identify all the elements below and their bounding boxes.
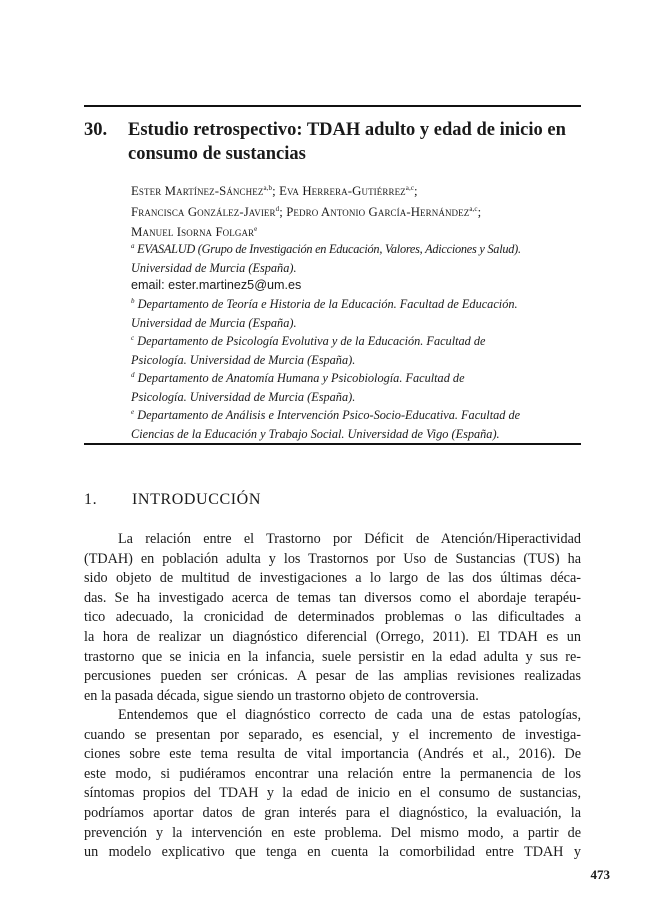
- chapter-number: 30.: [84, 120, 108, 140]
- text-line: este modo, si pudiéramos encontrar una relación entre la permanencia de los: [84, 765, 581, 782]
- section-number: 1.: [84, 491, 98, 508]
- text-line: síntomas propios del TDAH y la edad de inicio en el consumo de sustancias,: [84, 785, 581, 802]
- author-affiliation-mark: a,c: [405, 184, 415, 192]
- header-bottom-rule: [84, 443, 581, 445]
- page-number: 473: [590, 867, 610, 882]
- affiliation-mark: c: [131, 334, 135, 342]
- text-line: (TDAH) en población adulta y los Trastornos por Uso de Sustancias (TUS) ha: [84, 550, 581, 567]
- text-line: La relación entre el Trastorno por Déficit de Atención/Hiperactividad: [118, 531, 581, 547]
- affiliation-mark: b: [131, 297, 135, 305]
- author-affiliation-mark: a,b: [263, 184, 273, 192]
- author-affiliation-mark: a,c: [469, 204, 478, 213]
- author-name: Francisca González-Javier: [131, 204, 276, 219]
- text-line: en la pasada década, sigue siendo un trastorno objeto de controversia.: [84, 687, 479, 704]
- contact-email[interactable]: email: ester.martinez5@um.es: [131, 278, 302, 292]
- affiliation-d: $^d$ Departamento de Anatomía Humana y Psicobiología. Facultad de Psicología. Universidad de Murcia (España).: [131, 371, 465, 404]
- text-line: das. Se ha investigado acerca de temas tan diversos como el abordaje terapéu-: [84, 589, 581, 606]
- affiliation-c: $^c$ Departamento de Psicología Evolutiva y de la Educación. Facultad de Psicología. Universidad de Murcia (España).: [131, 334, 486, 367]
- author-affiliation-mark: e: [254, 225, 258, 233]
- text-line: la hora de realizar un diagnóstico diferencial (Orrego, 2011). El TDAH es un: [84, 628, 581, 645]
- body-paragraph: [84, 530, 581, 706]
- text-line: un modelo explicativo que tenga en cuenta la comorbilidad entre TDAH y: [84, 844, 581, 861]
- affiliation-mark: d: [131, 371, 135, 379]
- text-line: cuando se presentan por separado, es esencial, y el incremento de investiga-: [84, 726, 581, 743]
- author-list: Ester Martínez-Sánchez$^{a,b}$; Eva Herrera-Gutiérrez$^{a,c}$; Francisca González-Javier$^d$; Pedro Antonio García-Hernández$^{a,c}$; Manuel Isorna Folgar$^e$: [131, 184, 482, 239]
- text-line: tico adecuado, la cronicidad de determinados problemas o las dificultades a: [84, 609, 581, 626]
- affiliation-e: $^e$ Departamento de Análisis e Intervención Psico-Socio-Educativa. Facultad de Ciencias de la Educación y Trabajo Social. Universidad de Vigo (España).: [131, 408, 521, 441]
- author-name: Pedro Antonio García-Hernández: [286, 204, 470, 219]
- text-line: percusiones pueden ser crónicas. A pesar de las amplias revisiones realizadas: [84, 668, 581, 685]
- text-line: podríamos aportar datos de gran interés para el diagnóstico, la evaluación, la: [84, 804, 581, 821]
- author-affiliation-mark: d: [275, 204, 280, 213]
- chapter-title: Estudio retrospectivo: TDAH adulto y edad de inicio en consumo de sustancias: [128, 120, 566, 164]
- author-name: Eva Herrera-Gutiérrez: [279, 184, 406, 198]
- header-rule: [84, 105, 581, 107]
- affiliation-b: $^b$ Departamento de Teoría e Historia de la Educación. Facultad de Educación. Universidad de Murcia (España).: [131, 297, 518, 330]
- body-paragraph: [84, 706, 581, 863]
- text-line: Entendemos que el diagnóstico correcto de cada una de estas patologías,: [118, 707, 581, 723]
- author-name: Manuel Isorna Folgar: [131, 225, 255, 239]
- author-name: Ester Martínez-Sánchez: [131, 184, 264, 198]
- section-title: INTRODUCCIÓN: [132, 491, 261, 508]
- affiliation-mark: e: [131, 408, 135, 416]
- text-line: trastorno que se inicia en la infancia, suele persistir en la edad adulta y sus re-: [84, 648, 581, 665]
- affiliation-a: $^a$ EVASALUD (Grupo de Investigación en Educación, Valores, Adicciones y Salud). Universidad de Murcia (España).: [131, 242, 521, 275]
- affiliation-mark: a: [131, 242, 135, 250]
- text-line: sido objeto de multitud de investigaciones a lo largo de las dos últimas déca-: [84, 570, 581, 587]
- text-line: prevención y la intervención en este problema. Del mismo modo, a partir de: [84, 824, 581, 841]
- text-line: ciones sobre este tema resulta de vital importancia (Andrés et al., 2016). De: [84, 746, 581, 763]
